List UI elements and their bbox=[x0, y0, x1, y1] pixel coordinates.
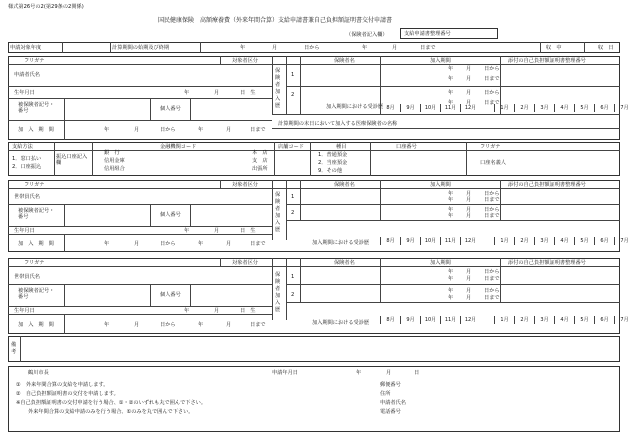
birthdate-label-3: 生年月日 bbox=[14, 308, 35, 314]
month-cell[interactable]: 7月 bbox=[614, 316, 630, 324]
month-cell[interactable]: 6月 bbox=[594, 237, 614, 245]
b2-j2-m: 月 bbox=[466, 207, 472, 213]
join-period-label-3: 加入期間 bbox=[18, 322, 59, 328]
b3-j1-m2: 月 bbox=[466, 276, 472, 282]
furigana-label: フリガナ bbox=[24, 58, 45, 64]
month-cell[interactable]: 9月 bbox=[400, 104, 420, 112]
row-no-2-b3: 2 bbox=[291, 292, 295, 298]
joined-period-label: 加入期間における受診歴 bbox=[326, 104, 384, 110]
account-kind-label: 種目 bbox=[336, 144, 347, 150]
row-no-1-b2: 1 bbox=[291, 194, 295, 200]
b2-j2-y2: 年 bbox=[448, 213, 454, 219]
insured-name-label-2: 世帯員氏名 bbox=[14, 194, 40, 200]
postal-label: 郵便番号 bbox=[380, 382, 401, 388]
month-cell[interactable]: 8月 bbox=[380, 104, 400, 112]
b2-j1-from: 日から bbox=[484, 191, 500, 197]
month-cell[interactable]: 6月 bbox=[594, 104, 614, 112]
month-cell[interactable]: 7月 bbox=[614, 237, 630, 245]
b2-j2-m2: 月 bbox=[466, 213, 472, 219]
individual-no-label: 個人番号 bbox=[160, 106, 181, 112]
kind-checking[interactable]: 2．当座預金 bbox=[318, 160, 348, 166]
honten-option[interactable]: 本 店 bbox=[252, 150, 268, 156]
target-class-label-2: 対象者区分 bbox=[232, 182, 258, 188]
b2-j2-to: 日まで bbox=[484, 213, 500, 219]
apply-day: 日 bbox=[414, 370, 420, 376]
footer-line-4: 外来年間合算の支給申請のみを行う場合、①のみを丸で囲んで下さい。 bbox=[28, 409, 194, 415]
month-cell[interactable]: 12月 bbox=[460, 316, 480, 324]
account-no-label: 口座番号 bbox=[396, 144, 417, 150]
row-no-1-b3: 1 bbox=[291, 274, 295, 280]
month-cell[interactable]: 7月 bbox=[614, 104, 630, 112]
month-cell[interactable]: 3月 bbox=[534, 316, 554, 324]
month-cell[interactable]: 4月 bbox=[554, 316, 574, 324]
jp2-from: 日から bbox=[160, 241, 176, 247]
birth-year-2: 年 bbox=[184, 228, 190, 234]
individual-no-label-2: 個人番号 bbox=[160, 212, 181, 218]
b2-j1-m2: 月 bbox=[466, 197, 472, 203]
birthdate-label: 生年月日 bbox=[14, 90, 35, 96]
month-cell[interactable]: 8月 bbox=[380, 316, 400, 324]
holder-label: 口座名義人 bbox=[480, 160, 506, 166]
shop-code-label: 店舗コード bbox=[278, 144, 304, 150]
month-cell[interactable]: 1月 bbox=[494, 237, 514, 245]
month-cell[interactable]: 5月 bbox=[574, 316, 594, 324]
remarks-box[interactable] bbox=[8, 336, 620, 362]
j1-from: 日から bbox=[484, 66, 500, 72]
month-cell[interactable]: 5月 bbox=[574, 104, 594, 112]
b3-j2-from: 日から bbox=[484, 288, 500, 294]
bank-code-label: 金融機関コード bbox=[160, 144, 197, 150]
month-cell[interactable]: 1月 bbox=[494, 104, 514, 112]
j2-to: 日まで bbox=[484, 100, 500, 106]
month-cell[interactable]: 4月 bbox=[554, 104, 574, 112]
b3-j1-y2: 年 bbox=[448, 276, 454, 282]
insurer-note: （保険者記入欄） bbox=[346, 32, 388, 38]
birth-day-3: 日 生 bbox=[240, 308, 256, 314]
phone-label: 電話番号 bbox=[380, 409, 401, 415]
birth-year-3: 年 bbox=[184, 308, 190, 314]
footer-line-3: ※自己負担額証明書の交付申請を行う場合、①・②のいずれも丸で囲んで下さい。 bbox=[16, 400, 207, 406]
jp3-m1: 月 bbox=[134, 322, 140, 328]
month-cell[interactable]: 2月 bbox=[514, 237, 534, 245]
payment-option-transfer[interactable]: 2．口座振込 bbox=[12, 164, 42, 170]
jp-y1: 年 bbox=[104, 127, 110, 133]
month-cell[interactable]: 8月 bbox=[380, 237, 400, 245]
cert-col-header: 添付の自己負担額証明書整理番号 bbox=[508, 58, 586, 64]
month-cell[interactable]: 2月 bbox=[514, 316, 534, 324]
birth-day-2: 日 生 bbox=[240, 228, 256, 234]
page-title: 国民健康保険 高額療養費（外来年間合算）支給申請書兼自己負担額証明書交付申請書 bbox=[158, 17, 393, 24]
b3-j1-from: 日から bbox=[484, 269, 500, 275]
shinkin-option[interactable]: 信用金庫 bbox=[104, 158, 125, 164]
j2-from: 日から bbox=[484, 90, 500, 96]
footer-line-1: ① 外来年間合算の支給を申請します。 bbox=[16, 382, 109, 388]
birthdate-label-2: 生年月日 bbox=[14, 228, 35, 234]
jp3-from: 日から bbox=[160, 322, 176, 328]
jp3-y1: 年 bbox=[104, 322, 110, 328]
jp-from: 日から bbox=[160, 127, 176, 133]
destination-label: 収 日 bbox=[598, 45, 614, 51]
month-cell[interactable]: 1月 bbox=[494, 316, 514, 324]
row-no-2: 2 bbox=[291, 92, 295, 98]
footer-box bbox=[8, 366, 620, 432]
applicant-name-label: 申請者氏名 bbox=[14, 72, 40, 78]
birth-day: 日 生 bbox=[240, 90, 256, 96]
b2-j2-from: 日から bbox=[484, 207, 500, 213]
month-cell[interactable]: 3月 bbox=[534, 104, 554, 112]
j2-m: 月 bbox=[466, 90, 472, 96]
cert-number-label: 支給申請書整理番号 bbox=[404, 31, 451, 37]
birth-month: 月 bbox=[214, 90, 220, 96]
j1-to: 日まで bbox=[484, 76, 500, 82]
month-cell[interactable]: 9月 bbox=[400, 316, 420, 324]
card-label-3: 被保険者記号・番号 bbox=[18, 288, 55, 300]
insurer-history-label: 保険者加入歴 bbox=[275, 68, 281, 109]
birth-year: 年 bbox=[184, 90, 190, 96]
month-cell[interactable]: 5月 bbox=[574, 237, 594, 245]
month-cell[interactable]: 11月 bbox=[440, 316, 460, 324]
b2-j1-y: 年 bbox=[448, 191, 454, 197]
kind-other[interactable]: 9．その他 bbox=[318, 168, 343, 174]
remarks-label: 備考 bbox=[11, 342, 17, 355]
month-cell[interactable]: 6月 bbox=[594, 316, 614, 324]
b3-j2-to: 日まで bbox=[484, 295, 500, 301]
furigana-label-2: フリガナ bbox=[24, 182, 45, 188]
birth-month-3: 月 bbox=[214, 308, 220, 314]
b3-j1-m: 月 bbox=[466, 269, 472, 275]
jp3-y2: 年 bbox=[198, 322, 204, 328]
footer-line-2: ② 自己負担額証明書の交付を申請します。 bbox=[16, 391, 119, 397]
jp2-m1: 月 bbox=[134, 241, 140, 247]
account-entry-label: 振込口座記入欄 bbox=[56, 154, 88, 166]
b3-j1-y: 年 bbox=[448, 269, 454, 275]
cert-col-header-3: 添付の自己負担額証明書整理番号 bbox=[508, 260, 586, 266]
jp3-m2: 月 bbox=[226, 322, 232, 328]
target-class-label: 対象者区分 bbox=[232, 58, 258, 64]
j2-y: 年 bbox=[448, 90, 454, 96]
payment-method-label: 支給方法 bbox=[12, 144, 33, 150]
month-cell[interactable]: 9月 bbox=[400, 237, 420, 245]
jp-y2: 年 bbox=[198, 127, 204, 133]
jp-m2: 月 bbox=[226, 127, 232, 133]
joined-period-label-2: 加入期間における受診歴 bbox=[312, 240, 370, 246]
jp-to: 日まで bbox=[250, 127, 266, 133]
household-label: 申請対象年度 bbox=[10, 45, 42, 51]
join-period-header-2: 加入期間 bbox=[430, 182, 451, 188]
shutcho-option[interactable]: 出張所 bbox=[252, 166, 268, 172]
month-cell[interactable]: 12月 bbox=[460, 237, 480, 245]
apply-year: 年 bbox=[356, 370, 362, 376]
insurer-name-header-3: 保険者名 bbox=[334, 260, 355, 266]
period-day-to: 日まで bbox=[420, 45, 436, 51]
period-month-from: 月 bbox=[272, 45, 278, 51]
period-day-from: 日から bbox=[304, 45, 320, 51]
joined-period-label-3: 加入期間における受診歴 bbox=[312, 320, 370, 326]
payment-block bbox=[8, 142, 620, 176]
jp3-to: 日まで bbox=[250, 322, 266, 328]
insured-name-label-3: 世帯員氏名 bbox=[14, 274, 40, 280]
b3-j2-m2: 月 bbox=[466, 295, 472, 301]
applicant-name-field[interactable] bbox=[64, 66, 270, 84]
b3-j2-y2: 年 bbox=[448, 295, 454, 301]
month-cell[interactable]: 3月 bbox=[534, 237, 554, 245]
target-class-label-3: 対象者区分 bbox=[232, 260, 258, 266]
jp-m1: 月 bbox=[134, 127, 140, 133]
reception-label: 収 中 bbox=[546, 45, 562, 51]
b3-j2-y: 年 bbox=[448, 288, 454, 294]
insurer-name-header-2: 保険者名 bbox=[334, 182, 355, 188]
period-year-to: 年 bbox=[362, 45, 368, 51]
join-period-header-3: 加入期間 bbox=[430, 260, 451, 266]
join-period-header: 加入期間 bbox=[430, 58, 451, 64]
jp2-y2: 年 bbox=[198, 241, 204, 247]
kumiai-option[interactable]: 信用組合 bbox=[104, 166, 125, 172]
form-number: 様式第26号の2(第29条の2関係) bbox=[8, 4, 84, 10]
b3-j1-to: 日まで bbox=[484, 276, 500, 282]
jp2-to: 日まで bbox=[250, 241, 266, 247]
j2-y2: 年 bbox=[448, 100, 454, 106]
birth-month-2: 月 bbox=[214, 228, 220, 234]
period-year-from: 年 bbox=[240, 45, 246, 51]
apply-date-label: 申請年月日 bbox=[272, 370, 298, 376]
period-note: 計算期間の末日において加入する医療保険者の名称 bbox=[278, 121, 398, 127]
month-cell[interactable]: 10月 bbox=[420, 104, 440, 112]
holder-furigana-label: フリガナ bbox=[480, 144, 501, 150]
period-label: 計算期間の始期及び終期 bbox=[112, 45, 170, 51]
jp2-m2: 月 bbox=[226, 241, 232, 247]
kind-ordinary[interactable]: 1．普通預金 bbox=[318, 152, 348, 158]
mayor-label: 鶴川市長 bbox=[28, 370, 49, 376]
b2-j2-y: 年 bbox=[448, 207, 454, 213]
insurer-history-label-3: 保険者加入歴 bbox=[275, 272, 281, 313]
j1-m: 月 bbox=[466, 66, 472, 72]
address-label: 住所 bbox=[380, 391, 391, 397]
period-month-to: 月 bbox=[392, 45, 398, 51]
card-label-2: 被保険者記号・番号 bbox=[18, 208, 55, 220]
b2-j1-to: 日まで bbox=[484, 197, 500, 203]
b2-j1-m: 月 bbox=[466, 191, 472, 197]
payment-option-window[interactable]: 1．窓口払い bbox=[12, 156, 42, 162]
insurer-name-header: 保険者名 bbox=[334, 58, 355, 64]
j1-m2: 月 bbox=[466, 76, 472, 82]
row-no-2-b2: 2 bbox=[291, 210, 295, 216]
month-cell[interactable]: 2月 bbox=[514, 104, 534, 112]
month-cell[interactable]: 11月 bbox=[440, 237, 460, 245]
individual-no-label-3: 個人番号 bbox=[160, 292, 181, 298]
insurer-history-label-2: 保険者加入歴 bbox=[275, 192, 281, 233]
month-cell[interactable]: 4月 bbox=[554, 237, 574, 245]
row-no-1: 1 bbox=[291, 72, 295, 78]
month-cell[interactable]: 10月 bbox=[420, 316, 440, 324]
jp2-y1: 年 bbox=[104, 241, 110, 247]
bank-option[interactable]: 銀 行 bbox=[104, 150, 120, 156]
apply-month: 月 bbox=[386, 370, 392, 376]
b2-j1-y2: 年 bbox=[448, 197, 454, 203]
month-cell[interactable]: 10月 bbox=[420, 237, 440, 245]
j1-y: 年 bbox=[448, 66, 454, 72]
applicant-signature-label: 申請者氏名 bbox=[380, 400, 406, 406]
join-period-label-2: 加入期間 bbox=[18, 241, 59, 247]
shiten-option[interactable]: 支 店 bbox=[252, 158, 268, 164]
month-cell[interactable]: 11月 bbox=[440, 104, 460, 112]
j1-y2: 年 bbox=[448, 76, 454, 82]
month-cell[interactable]: 12月 bbox=[460, 104, 480, 112]
b3-j2-m: 月 bbox=[466, 288, 472, 294]
cert-col-header-2: 添付の自己負担額証明書整理番号 bbox=[508, 182, 586, 188]
furigana-label-3: フリガナ bbox=[24, 260, 45, 266]
j2-m2: 月 bbox=[466, 100, 472, 106]
join-period-label: 加入期間 bbox=[18, 127, 59, 133]
card-label: 被保険者記号・番号 bbox=[18, 102, 55, 114]
